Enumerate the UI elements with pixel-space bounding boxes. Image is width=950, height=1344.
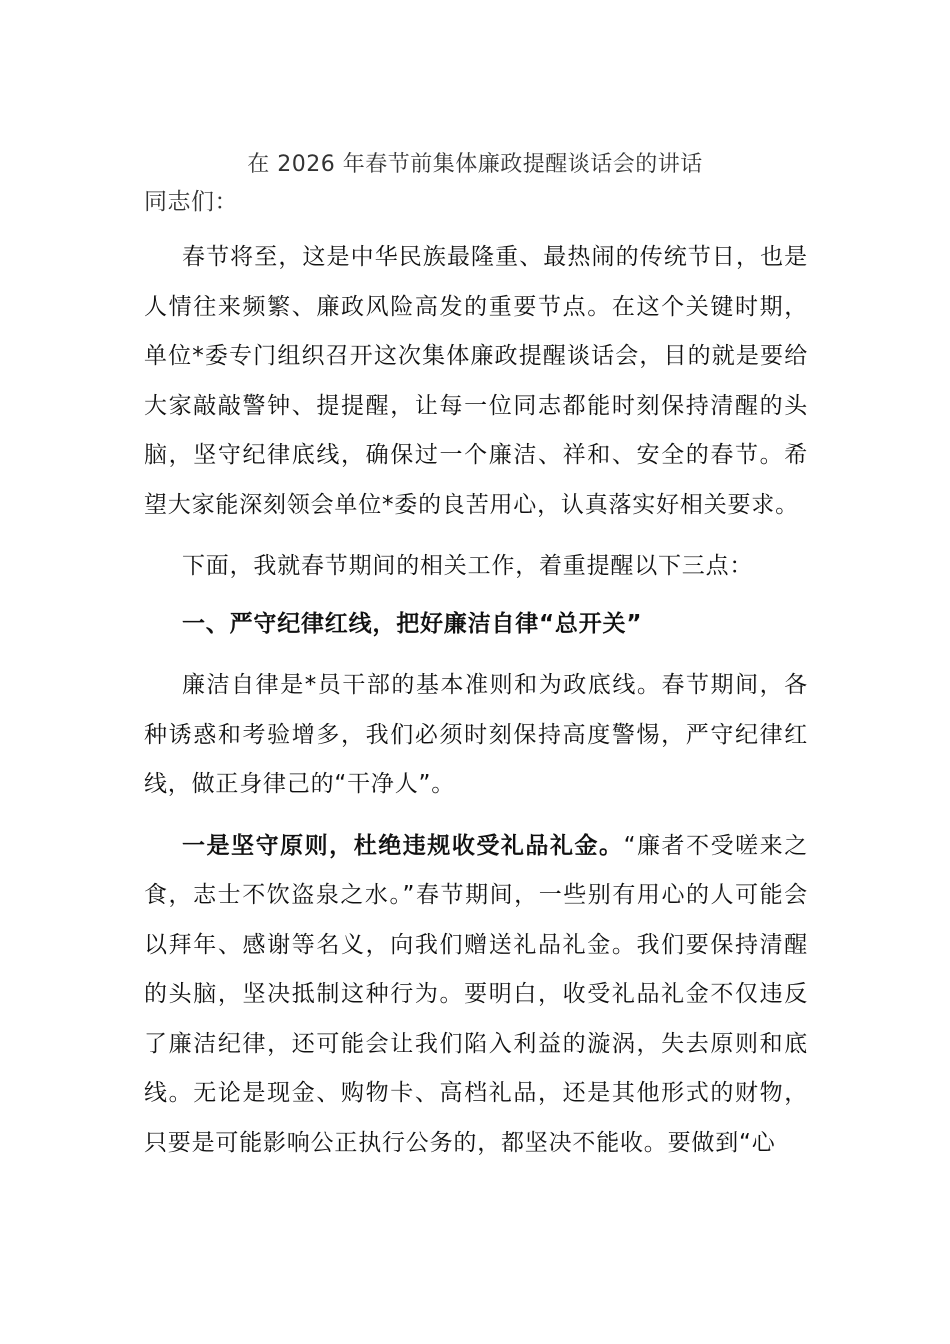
document-title: 在 2026 年春节前集体廉政提醒谈话会的讲话	[247, 152, 703, 177]
salutation: 同志们：	[144, 189, 238, 215]
intro-paragraph: 下面，我就春节期间的相关工作，着重提醒以下三点：	[182, 553, 754, 579]
document-body	[144, 183, 808, 1168]
point-one-lead: 一是坚守原则，杜绝违规收受礼品礼金。	[182, 832, 624, 859]
section-heading: 一、严守纪律红线，把好廉洁自律“总开关”	[182, 610, 643, 637]
point-one-paragraph	[144, 822, 808, 1169]
point-one-text: “廉者不受嗟来之食，志士不饮盗泉之水。”春节期间，一些别有用心的人可能会以拜年、感谢等名义，向我们赠送礼品礼金。我们要保持清醒的头脑，坚决抵制这种行为。要明白，收受礼品礼金不仅违反了廉洁纪律，还可能会让我们陷入利益的漩涡，失去原则和底线。无论是现金、购物卡、高档礼品，还是其他形式的财物，只要是可能影响公正执行公务的，都坚决不能收。要做到“心	[144, 832, 808, 1156]
section-paragraph: 廉洁自律是*员干部的基本准则和为政底线。春节期间，各种诱惑和考验增多，我们必须时刻保持高度警惕，严守纪律红线，做正身律己的“干净人”。	[144, 672, 808, 797]
opening-paragraph: 春节将至，这是中华民族最隆重、最热闹的传统节日，也是人情往来频繁、廉政风险高发的重要节点。在这个关键时期，单位*委专门组织召开这次集体廉政提醒谈话会，目的就是要给大家敲敲警钟、提提醒，让每一位同志都能时刻保持清醒的头脑，坚守纪律底线，确保过一个廉洁、祥和、安全的春节。希望大家能深刻领会单位*委的良苦用心，认真落实好相关要求。	[144, 244, 808, 518]
